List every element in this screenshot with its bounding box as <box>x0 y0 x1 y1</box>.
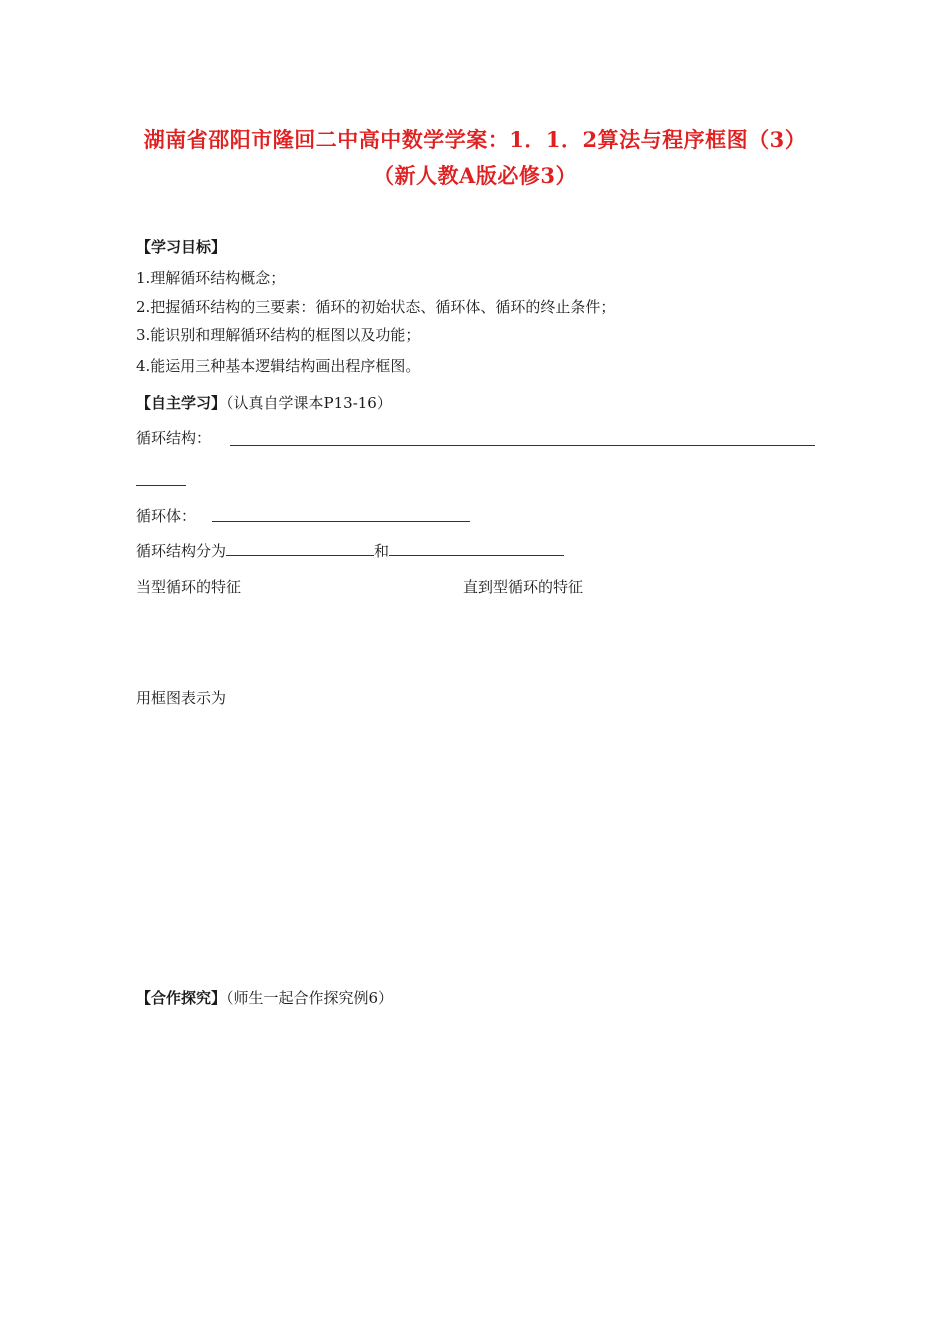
and-label: 和 <box>374 542 390 560</box>
loop-body-label: 循环体： <box>136 507 197 525</box>
self-study-heading: 【自主学习】 <box>136 394 227 412</box>
goal-item: 1.理解循环结构概念； <box>136 269 286 287</box>
loop-type-blank-1[interactable] <box>226 541 374 556</box>
goal-item: 3.能识别和理解循环结构的框图以及功能； <box>136 326 421 344</box>
self-study-heading-line <box>136 393 392 413</box>
document-subtitle: （新人教A版必修3） <box>373 163 577 188</box>
goals-heading: 【学习目标】 <box>136 238 227 256</box>
cooperate-heading-line <box>136 988 393 1008</box>
cooperate-note: （师生一起合作探究例6） <box>226 989 394 1007</box>
flowchart-label: 用框图表示为 <box>136 689 227 707</box>
goal-item: 4.能运用三种基本逻辑结构画出程序框图。 <box>136 357 421 375</box>
cooperate-heading: 【合作探究】 <box>136 989 227 1007</box>
loop-split-line <box>136 541 564 561</box>
loop-structure-label: 循环结构： <box>136 429 212 447</box>
self-study-note: （认真自学课本P13-16） <box>226 394 392 412</box>
document-title: 湖南省邵阳市隆回二中高中数学学案：1．1．2算法与程序框图（3） <box>143 127 807 152</box>
loop-structure-blank-continued[interactable] <box>136 485 186 486</box>
loop-structure-blank[interactable] <box>230 445 815 446</box>
loop-type-blank-2[interactable] <box>389 541 564 556</box>
until-type-label: 直到型循环的特征 <box>463 578 584 596</box>
loop-split-label: 循环结构分为 <box>136 542 227 560</box>
goal-item: 2.把握循环结构的三要素：循环的初始状态、循环体、循环的终止条件； <box>136 298 616 316</box>
loop-body-blank[interactable] <box>212 521 470 522</box>
while-type-label: 当型循环的特征 <box>136 578 242 596</box>
